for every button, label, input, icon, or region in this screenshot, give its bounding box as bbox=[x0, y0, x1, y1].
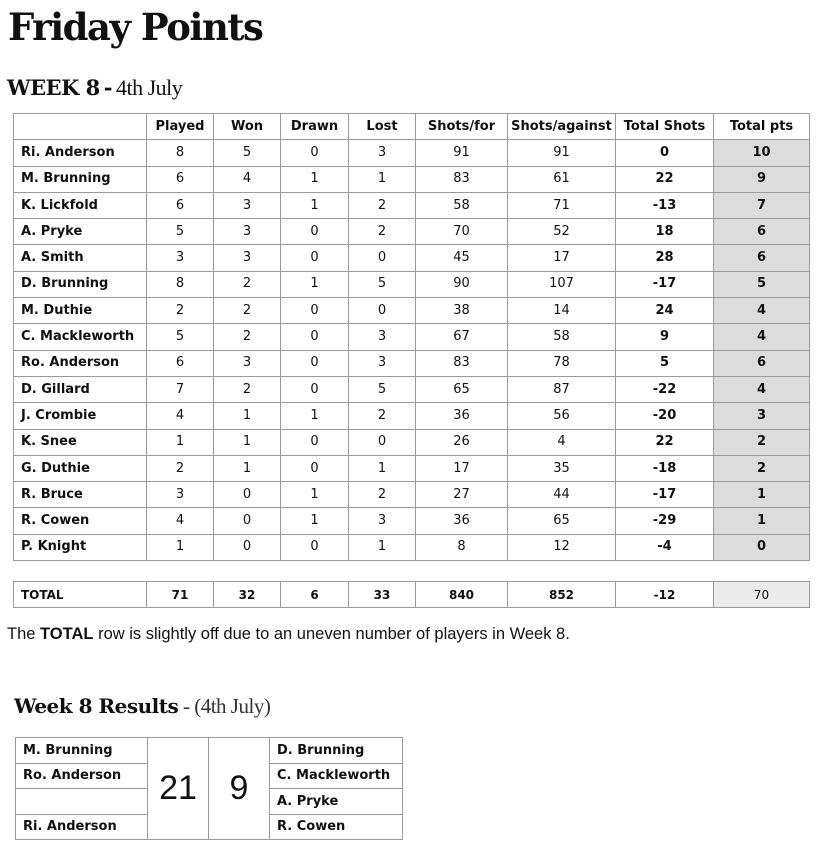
table-row bbox=[14, 482, 810, 508]
total-pts-cell: 2 bbox=[714, 455, 810, 481]
played-cell: 3 bbox=[147, 245, 214, 271]
team-b-player: D. Brunning bbox=[270, 738, 403, 764]
total-shots-cell: -18 bbox=[616, 455, 714, 481]
table-row bbox=[14, 245, 810, 271]
total-shots-cell: -17 bbox=[616, 482, 714, 508]
drawn-cell: 0 bbox=[281, 455, 349, 481]
played-cell: 5 bbox=[147, 219, 214, 245]
total-pts-cell: 0 bbox=[714, 534, 810, 560]
total-won: 32 bbox=[214, 582, 281, 608]
player-name-cell: K. Lickfold bbox=[14, 192, 147, 218]
shots-for-cell: 36 bbox=[416, 403, 508, 429]
total-shots-cell: -4 bbox=[616, 534, 714, 560]
player-name-cell: A. Smith bbox=[14, 245, 147, 271]
total-pts-cell: 4 bbox=[714, 376, 810, 402]
total-pts-cell: 10 bbox=[714, 140, 810, 166]
total-pts-cell: 5 bbox=[714, 271, 810, 297]
drawn-cell: 1 bbox=[281, 482, 349, 508]
total-pts-cell: 3 bbox=[714, 403, 810, 429]
table-row bbox=[14, 350, 810, 376]
drawn-cell: 0 bbox=[281, 219, 349, 245]
drawn-cell: 0 bbox=[281, 298, 349, 324]
played-cell: 3 bbox=[147, 482, 214, 508]
drawn-cell: 0 bbox=[281, 376, 349, 402]
shots-against-cell: 14 bbox=[508, 298, 616, 324]
shots-for-cell: 91 bbox=[416, 140, 508, 166]
shots-for-cell: 67 bbox=[416, 324, 508, 350]
won-cell: 0 bbox=[214, 508, 281, 534]
shots-for-cell: 45 bbox=[416, 245, 508, 271]
total-pts-cell: 4 bbox=[714, 298, 810, 324]
shots-against-cell: 44 bbox=[508, 482, 616, 508]
table-row bbox=[14, 429, 810, 455]
won-cell: 4 bbox=[214, 166, 281, 192]
player-name-cell: G. Duthie bbox=[14, 455, 147, 481]
team-b-player: R. Cowen bbox=[270, 814, 403, 840]
table-row bbox=[14, 166, 810, 192]
lost-cell: 3 bbox=[349, 324, 416, 350]
played-cell: 1 bbox=[147, 534, 214, 560]
played-cell: 8 bbox=[147, 271, 214, 297]
won-cell: 2 bbox=[214, 376, 281, 402]
lost-cell: 1 bbox=[349, 166, 416, 192]
total-shots-cell: -20 bbox=[616, 403, 714, 429]
played-cell: 8 bbox=[147, 140, 214, 166]
won-cell: 2 bbox=[214, 298, 281, 324]
results-row bbox=[16, 738, 403, 764]
drawn-cell: 0 bbox=[281, 350, 349, 376]
played-cell: 4 bbox=[147, 403, 214, 429]
week-heading bbox=[7, 74, 182, 102]
team-a-player: Ri. Anderson bbox=[16, 814, 148, 840]
total-note bbox=[7, 624, 570, 644]
header-shots-for: Shots/for bbox=[416, 114, 508, 140]
played-cell: 1 bbox=[147, 429, 214, 455]
points-table-header bbox=[14, 114, 810, 140]
lost-cell: 3 bbox=[349, 350, 416, 376]
shots-against-cell: 107 bbox=[508, 271, 616, 297]
played-cell: 2 bbox=[147, 298, 214, 324]
won-cell: 5 bbox=[214, 140, 281, 166]
player-name-cell: C. Mackleworth bbox=[14, 324, 147, 350]
lost-cell: 5 bbox=[349, 376, 416, 402]
note-after: row is slightly off due to an uneven number of players in Week 8. bbox=[93, 625, 570, 643]
played-cell: 6 bbox=[147, 192, 214, 218]
shots-for-cell: 17 bbox=[416, 455, 508, 481]
shots-for-cell: 70 bbox=[416, 219, 508, 245]
total-row bbox=[14, 582, 810, 608]
player-name-cell: R. Bruce bbox=[14, 482, 147, 508]
table-row bbox=[14, 271, 810, 297]
results-table bbox=[15, 737, 403, 840]
table-row bbox=[14, 219, 810, 245]
total-pts-cell: 6 bbox=[714, 245, 810, 271]
total-drawn: 6 bbox=[281, 582, 349, 608]
drawn-cell: 0 bbox=[281, 534, 349, 560]
week-separator: - bbox=[103, 75, 112, 100]
shots-for-cell: 83 bbox=[416, 166, 508, 192]
played-cell: 2 bbox=[147, 455, 214, 481]
header-drawn: Drawn bbox=[281, 114, 349, 140]
lost-cell: 0 bbox=[349, 429, 416, 455]
shots-against-cell: 56 bbox=[508, 403, 616, 429]
page-title: Friday Points bbox=[8, 5, 263, 49]
won-cell: 3 bbox=[214, 192, 281, 218]
results-heading bbox=[14, 693, 270, 719]
header-total-shots: Total Shots bbox=[616, 114, 714, 140]
won-cell: 3 bbox=[214, 245, 281, 271]
player-name-cell: Ro. Anderson bbox=[14, 350, 147, 376]
header-played: Played bbox=[147, 114, 214, 140]
total-shots-against: 852 bbox=[508, 582, 616, 608]
player-name-cell: K. Snee bbox=[14, 429, 147, 455]
shots-for-cell: 90 bbox=[416, 271, 508, 297]
table-row bbox=[14, 298, 810, 324]
total-played: 71 bbox=[147, 582, 214, 608]
lost-cell: 1 bbox=[349, 455, 416, 481]
team-b-player: A. Pryke bbox=[270, 789, 403, 815]
player-name-cell: D. Brunning bbox=[14, 271, 147, 297]
shots-against-cell: 52 bbox=[508, 219, 616, 245]
total-table bbox=[13, 581, 810, 608]
header-total-pts: Total pts bbox=[714, 114, 810, 140]
drawn-cell: 1 bbox=[281, 403, 349, 429]
won-cell: 0 bbox=[214, 534, 281, 560]
total-pts-cell: 6 bbox=[714, 219, 810, 245]
total-pts-cell: 1 bbox=[714, 482, 810, 508]
played-cell: 7 bbox=[147, 376, 214, 402]
won-cell: 1 bbox=[214, 403, 281, 429]
lost-cell: 0 bbox=[349, 245, 416, 271]
player-name-cell: A. Pryke bbox=[14, 219, 147, 245]
lost-cell: 2 bbox=[349, 219, 416, 245]
lost-cell: 0 bbox=[349, 298, 416, 324]
shots-for-cell: 8 bbox=[416, 534, 508, 560]
shots-against-cell: 71 bbox=[508, 192, 616, 218]
total-total-pts: 70 bbox=[714, 582, 810, 608]
total-shots-cell: -29 bbox=[616, 508, 714, 534]
total-total-shots: -12 bbox=[616, 582, 714, 608]
note-before: The bbox=[7, 625, 41, 643]
total-pts-cell: 9 bbox=[714, 166, 810, 192]
total-shots-for: 840 bbox=[416, 582, 508, 608]
total-shots-cell: 22 bbox=[616, 429, 714, 455]
total-pts-cell: 4 bbox=[714, 324, 810, 350]
total-lost: 33 bbox=[349, 582, 416, 608]
drawn-cell: 1 bbox=[281, 271, 349, 297]
table-row bbox=[14, 508, 810, 534]
total-shots-cell: 18 bbox=[616, 219, 714, 245]
drawn-cell: 0 bbox=[281, 324, 349, 350]
table-row bbox=[14, 324, 810, 350]
total-shots-cell: 0 bbox=[616, 140, 714, 166]
shots-against-cell: 78 bbox=[508, 350, 616, 376]
drawn-cell: 0 bbox=[281, 429, 349, 455]
player-name-cell: M. Brunning bbox=[14, 166, 147, 192]
player-name-cell: P. Knight bbox=[14, 534, 147, 560]
total-shots-cell: 9 bbox=[616, 324, 714, 350]
shots-against-cell: 17 bbox=[508, 245, 616, 271]
score-team-a: 21 bbox=[148, 738, 209, 840]
drawn-cell: 0 bbox=[281, 140, 349, 166]
total-shots-cell: 5 bbox=[616, 350, 714, 376]
lost-cell: 2 bbox=[349, 403, 416, 429]
won-cell: 3 bbox=[214, 350, 281, 376]
drawn-cell: 1 bbox=[281, 166, 349, 192]
table-row bbox=[14, 455, 810, 481]
shots-for-cell: 58 bbox=[416, 192, 508, 218]
played-cell: 6 bbox=[147, 166, 214, 192]
total-shots-cell: -17 bbox=[616, 271, 714, 297]
team-a-player bbox=[16, 789, 148, 815]
lost-cell: 5 bbox=[349, 271, 416, 297]
shots-for-cell: 26 bbox=[416, 429, 508, 455]
total-pts-cell: 6 bbox=[714, 350, 810, 376]
shots-for-cell: 27 bbox=[416, 482, 508, 508]
player-name-cell: J. Crombie bbox=[14, 403, 147, 429]
lost-cell: 2 bbox=[349, 482, 416, 508]
points-table-body bbox=[14, 140, 810, 561]
team-b-player: C. Mackleworth bbox=[270, 763, 403, 789]
drawn-cell: 1 bbox=[281, 192, 349, 218]
total-shots-cell: 28 bbox=[616, 245, 714, 271]
drawn-cell: 0 bbox=[281, 245, 349, 271]
header-lost: Lost bbox=[349, 114, 416, 140]
lost-cell: 2 bbox=[349, 192, 416, 218]
shots-against-cell: 35 bbox=[508, 455, 616, 481]
lost-cell: 3 bbox=[349, 508, 416, 534]
shots-against-cell: 91 bbox=[508, 140, 616, 166]
won-cell: 1 bbox=[214, 429, 281, 455]
total-shots-cell: -13 bbox=[616, 192, 714, 218]
drawn-cell: 1 bbox=[281, 508, 349, 534]
shots-against-cell: 61 bbox=[508, 166, 616, 192]
shots-for-cell: 36 bbox=[416, 508, 508, 534]
week-date: 4th July bbox=[116, 75, 183, 100]
score-team-b: 9 bbox=[209, 738, 270, 840]
header-won: Won bbox=[214, 114, 281, 140]
note-bold: TOTAL bbox=[40, 625, 94, 643]
won-cell: 2 bbox=[214, 271, 281, 297]
week-label: WEEK 8 bbox=[7, 75, 100, 100]
results-title: Week 8 Results bbox=[14, 694, 179, 718]
total-shots-cell: 22 bbox=[616, 166, 714, 192]
points-table bbox=[13, 113, 810, 561]
player-name-cell: Ri. Anderson bbox=[14, 140, 147, 166]
played-cell: 5 bbox=[147, 324, 214, 350]
total-pts-cell: 2 bbox=[714, 429, 810, 455]
table-row bbox=[14, 140, 810, 166]
won-cell: 1 bbox=[214, 455, 281, 481]
shots-for-cell: 38 bbox=[416, 298, 508, 324]
header-name bbox=[14, 114, 147, 140]
won-cell: 2 bbox=[214, 324, 281, 350]
total-shots-cell: 24 bbox=[616, 298, 714, 324]
played-cell: 4 bbox=[147, 508, 214, 534]
played-cell: 6 bbox=[147, 350, 214, 376]
table-row bbox=[14, 534, 810, 560]
lost-cell: 1 bbox=[349, 534, 416, 560]
team-a-player: Ro. Anderson bbox=[16, 763, 148, 789]
shots-against-cell: 58 bbox=[508, 324, 616, 350]
total-label: TOTAL bbox=[14, 582, 147, 608]
total-shots-cell: -22 bbox=[616, 376, 714, 402]
shots-against-cell: 87 bbox=[508, 376, 616, 402]
total-pts-cell: 7 bbox=[714, 192, 810, 218]
shots-against-cell: 12 bbox=[508, 534, 616, 560]
shots-for-cell: 65 bbox=[416, 376, 508, 402]
table-row bbox=[14, 403, 810, 429]
player-name-cell: M. Duthie bbox=[14, 298, 147, 324]
won-cell: 3 bbox=[214, 219, 281, 245]
results-date: (4th July) bbox=[194, 694, 271, 718]
won-cell: 0 bbox=[214, 482, 281, 508]
shots-against-cell: 65 bbox=[508, 508, 616, 534]
team-a-player: M. Brunning bbox=[16, 738, 148, 764]
shots-against-cell: 4 bbox=[508, 429, 616, 455]
table-row bbox=[14, 376, 810, 402]
total-pts-cell: 1 bbox=[714, 508, 810, 534]
lost-cell: 3 bbox=[349, 140, 416, 166]
shots-for-cell: 83 bbox=[416, 350, 508, 376]
player-name-cell: R. Cowen bbox=[14, 508, 147, 534]
results-separator: - bbox=[178, 694, 195, 718]
header-shots-against: Shots/against bbox=[508, 114, 616, 140]
player-name-cell: D. Gillard bbox=[14, 376, 147, 402]
table-row bbox=[14, 192, 810, 218]
